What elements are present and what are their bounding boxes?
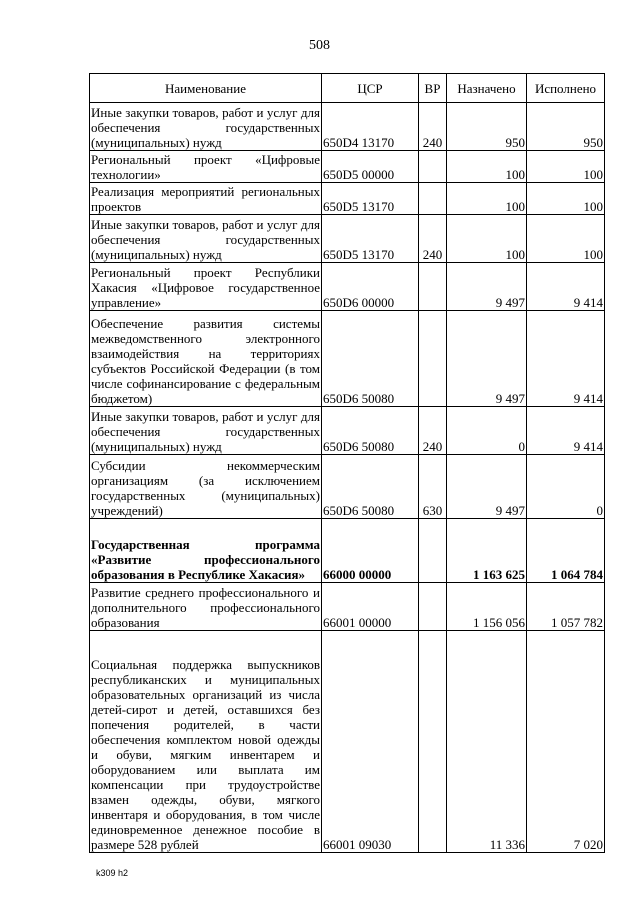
row-assigned: 11 336	[447, 631, 527, 853]
row-csr: 650D5 13170	[322, 183, 419, 215]
row-name: Иные закупки товаров, работ и услуг для обеспечения государственных (муниципальных) нужд	[90, 103, 322, 151]
row-name: Иные закупки товаров, работ и услуг для обеспечения государственных (муниципальных) нужд	[90, 215, 322, 263]
header-assigned: Назначено	[447, 74, 527, 103]
row-vr	[419, 583, 447, 631]
row-name: Реализация мероприятий региональных проектов	[91, 184, 320, 214]
row-assigned: 1 156 056	[447, 583, 527, 631]
row-csr: 650D5 00000	[322, 151, 419, 183]
table-row	[90, 631, 605, 853]
header-executed: Исполнено	[527, 74, 605, 103]
row-vr: 240	[419, 103, 447, 151]
table-row	[90, 263, 605, 311]
table-header-row	[90, 74, 605, 103]
row-csr: 650D5 13170	[322, 215, 419, 263]
table-row	[90, 407, 605, 455]
row-executed: 100	[527, 215, 605, 263]
table-row	[90, 103, 605, 151]
row-csr: 650D6 00000	[322, 263, 419, 311]
row-name: Развитие среднего профессионального и дополнительного профессионального образования	[90, 583, 322, 631]
row-vr	[419, 263, 447, 311]
row-executed: 0	[527, 455, 605, 519]
footer-code: k309 h2	[96, 868, 129, 878]
row-executed: 100	[527, 183, 605, 215]
row-assigned: 100	[447, 183, 527, 215]
row-assigned: 9 497	[447, 455, 527, 519]
row-csr: 650D6 50080	[322, 311, 419, 407]
row-csr: 66001 00000	[322, 583, 419, 631]
row-vr: 630	[419, 455, 447, 519]
table-row	[90, 183, 605, 215]
table-row	[90, 583, 605, 631]
row-assigned: 950	[447, 103, 527, 151]
row-vr	[419, 519, 447, 583]
row-executed: 1 064 784	[527, 519, 605, 583]
table-row	[90, 215, 605, 263]
row-assigned: 9 497	[447, 263, 527, 311]
row-executed: 7 020	[527, 631, 605, 853]
row-csr: 650D4 13170	[322, 103, 419, 151]
budget-table	[89, 73, 605, 853]
row-csr: 66001 09030	[322, 631, 419, 853]
page-number: 508	[309, 38, 330, 53]
row-executed: 100	[527, 151, 605, 183]
table-row	[90, 311, 605, 407]
header-csr: ЦСР	[322, 74, 419, 103]
row-name: Обеспечение развития системы межведомственного электронного взаимодействия на территориях субъектов Российской Федерации (в том числе софинансирование с федеральным бюджетом)	[90, 311, 322, 407]
row-csr: 650D6 50080	[322, 407, 419, 455]
row-executed: 9 414	[527, 263, 605, 311]
row-name: Региональный проект «Цифровые технологии»	[91, 152, 320, 182]
row-vr	[419, 631, 447, 853]
row-name: Субсидии некоммерческим организациям (за исключением государственных (муниципальных) учреждений)	[90, 455, 322, 519]
table-row	[90, 151, 605, 183]
row-vr	[419, 183, 447, 215]
row-vr	[419, 311, 447, 407]
row-executed: 1 057 782	[527, 583, 605, 631]
row-assigned: 0	[447, 407, 527, 455]
table-row	[90, 455, 605, 519]
row-csr: 650D6 50080	[322, 455, 419, 519]
row-vr: 240	[419, 215, 447, 263]
row-csr: 66000 00000	[322, 519, 419, 583]
row-name: Государственная программа «Развитие профессионального образования в Республике Хакасия»	[90, 519, 322, 583]
row-name: Региональный проект Республики Хакасия «Цифровое государственное управление»	[90, 263, 322, 311]
row-assigned: 9 497	[447, 311, 527, 407]
row-assigned: 1 163 625	[447, 519, 527, 583]
row-name: Социальная поддержка выпускников республиканских и муниципальных образовательных организаций из числа детей-сирот и детей, оставшихся без попечения родителей, в части обеспечения комплектом новой одежды и обуви, мягким инвентарем и оборудованием или выплата им компенсации при трудоустройстве взамен одежды, обуви, мягкого инвентаря и оборудования, в том числе единовременное денежное пособие в размере 528 рублей	[90, 631, 322, 853]
row-executed: 950	[527, 103, 605, 151]
row-name: Иные закупки товаров, работ и услуг для обеспечения государственных (муниципальных) нужд	[90, 407, 322, 455]
row-executed: 9 414	[527, 311, 605, 407]
row-executed: 9 414	[527, 407, 605, 455]
header-name: Наименование	[90, 74, 322, 103]
table-row-program	[90, 519, 605, 583]
row-vr	[419, 151, 447, 183]
row-assigned: 100	[447, 151, 527, 183]
row-vr: 240	[419, 407, 447, 455]
row-assigned: 100	[447, 215, 527, 263]
header-vr: ВР	[419, 74, 447, 103]
